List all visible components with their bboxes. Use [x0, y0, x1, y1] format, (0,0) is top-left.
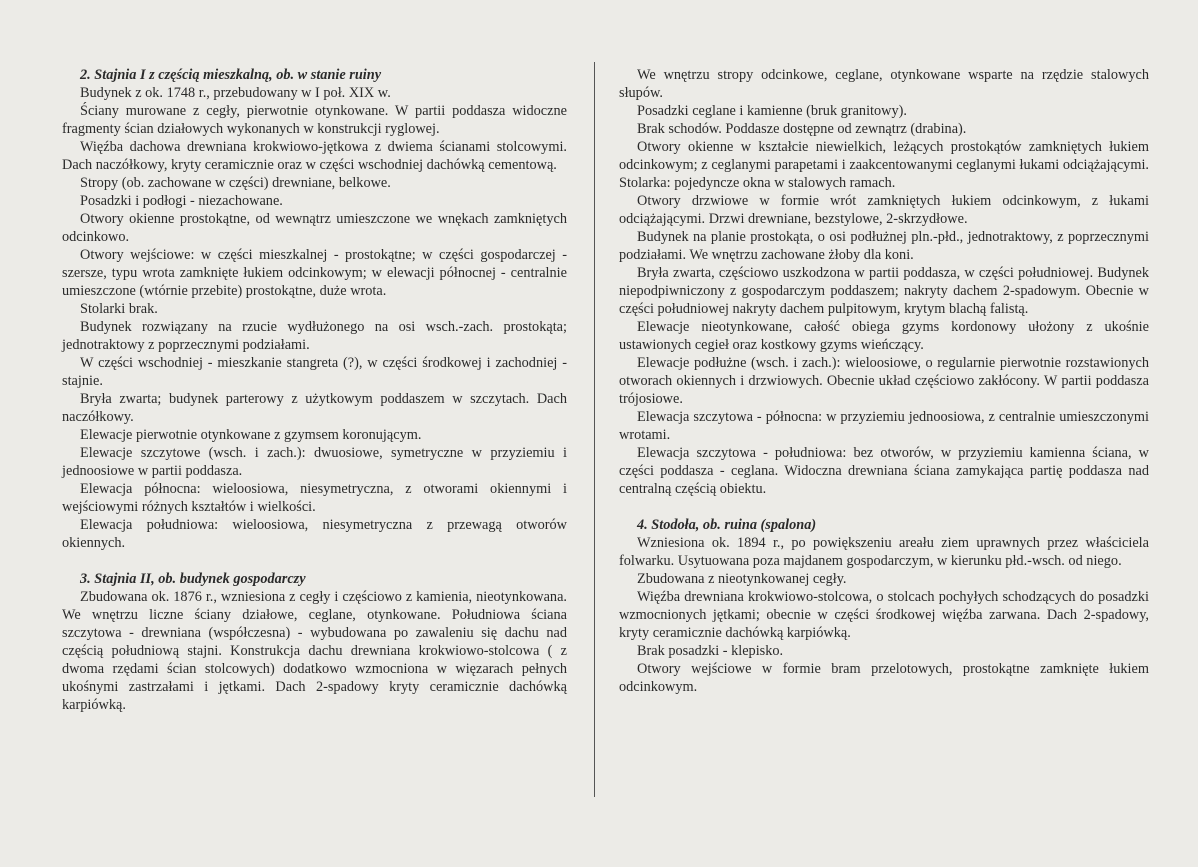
paragraph: Otwory wejściowe: w części mieszkalnej - prostokątne; w części gospodarczej - szersze, typu wrota zamknięte łukiem odcinkowym; w elewacji północnej - centralnie umieszczone (wtórnie przebite) prostokątne, duże wrota. — [62, 247, 567, 299]
paragraph: Więźba dachowa drewniana krokwiowo-jętkowa z dwiema ścianami stolcowymi. Dach naczółkowy, kryty ceramicznie oraz w części wschodniej dachówką cementową. — [62, 139, 567, 173]
paragraph: Zbudowana z nieotynkowanej cegły. — [637, 571, 847, 587]
paragraph: Bryła zwarta; budynek parterowy z użytkowym poddaszem w szczytach. Dach naczółkowy. — [62, 391, 567, 425]
paragraph: W części wschodniej - mieszkanie stangreta (?), w części środkowej i zachodniej - stajnie. — [62, 355, 567, 389]
paragraph: Ściany murowane z cegły, pierwotnie otynkowane. W partii poddasza widoczne fragmenty ścian działowych wykonanych w konstrukcji ryglowej. — [62, 103, 567, 137]
paragraph: Elewacja szczytowa - południowa: bez otworów, w przyziemiu kamienna ściana, w części poddasza - ceglana. Widoczna drewniana ściana zamykająca partię poddasza nad centralną częścią obiektu. — [619, 445, 1149, 497]
section-stodola — [619, 516, 1149, 696]
paragraph: Elewacje nieotynkowane, całość obiega gzyms kordonowy ułożony z ukośnie ustawionych cegieł oraz kostkowy gzyms wieńczący. — [619, 319, 1149, 353]
column-divider — [594, 62, 595, 797]
paragraph: Otwory okienne prostokątne, od wewnątrz umieszczone we wnękach zamkniętych odcinkowo. — [62, 211, 567, 245]
paragraph: Brak schodów. Poddasze dostępne od zewnątrz (drabina). — [637, 121, 967, 137]
paragraph: Elewacje pierwotnie otynkowane z gzymsem koronującym. — [80, 427, 422, 443]
section-stajnia-1 — [62, 66, 567, 552]
paragraph: Elewacje podłużne (wsch. i zach.): wieloosiowe, o regularnie pierwotnie rozstawionych otworach okiennych i drzwiowych. Obecnie układ częściowo zakłócony. W partii poddasza trójosiowe. — [619, 355, 1149, 407]
paragraph: We wnętrzu stropy odcinkowe, ceglane, otynkowane wsparte na rzędzie stalowych słupów. — [619, 67, 1149, 101]
paragraph: Posadzki i podłogi - niezachowane. — [80, 193, 283, 209]
paragraph: Stropy (ob. zachowane w części) drewniane, belkowe. — [80, 175, 391, 191]
paragraph: Otwory wejściowe w formie bram przelotowych, prostokątne zamknięte łukiem odcinkowym. — [619, 661, 1149, 695]
paragraph: Bryła zwarta, częściowo uszkodzona w partii poddasza, w części południowej. Budynek niepodpiwniczony z gospodarczym poddaszem; nakryty dachem 2-spadowym. Obecnie w części południowej nakryty dachem pulpitowym, krytym blachą falistą. — [619, 265, 1149, 317]
paragraph: Budynek z ok. 1748 r., przebudowany w I poł. XIX w. — [80, 85, 391, 101]
paragraph: Elewacja szczytowa - północna: w przyziemiu jednoosiowa, z centralnie umieszczonymi wrotami. — [619, 409, 1149, 443]
section-spacer — [62, 552, 567, 570]
section-heading: 2. Stajnia I z częścią mieszkalną, ob. w stanie ruiny — [80, 67, 382, 83]
paragraph: Elewacje szczytowe (wsch. i zach.): dwuosiowe, symetryczne w przyziemiu i jednoosiowe w partii poddasza. — [62, 445, 567, 479]
paragraph: Stolarki brak. — [80, 301, 158, 317]
paragraph: Elewacja północna: wieloosiowa, niesymetryczna, z otworami okiennymi i wejściowymi różnych kształtów i wielkości. — [62, 481, 567, 515]
right-column — [619, 66, 1149, 696]
paragraph: Więźba drewniana krokwiowo-stolcowa, o stolcach pochyłych schodzących do posadzki wzmocnionych jętkami; obecnie w części środkowej więźba zarwana. Dach 2-spadowy, kryty ceramicznie dachówką karpiówką. — [619, 589, 1149, 641]
paragraph: Elewacja południowa: wieloosiowa, niesymetryczna z przewagą otworów okiennych. — [62, 517, 567, 551]
section-spacer — [619, 498, 1149, 516]
section-heading: 3. Stajnia II, ob. budynek gospodarczy — [80, 571, 306, 587]
left-column — [62, 66, 567, 714]
section-stajnia-2 — [62, 570, 567, 714]
paragraph: Wzniesiona ok. 1894 r., po powiększeniu areału ziem uprawnych przez właściciela folwarku. Usytuowana poza majdanem gospodarczym, w kierunku płd.-wsch. od niego. — [619, 535, 1149, 569]
paragraph: Budynek na planie prostokąta, o osi podłużnej pln.-płd., jednotraktowy, z poprzecznymi podziałami. We wnętrzu zachowane żłoby dla koni. — [619, 229, 1149, 263]
paragraph: Posadzki ceglane i kamienne (bruk granitowy). — [637, 103, 907, 119]
paragraph: Otwory drzwiowe w formie wrót zamkniętych łukiem odcinkowym, z łukami odciążającymi. Drzwi drewniane, bezstylowe, 2-skrzydłowe. — [619, 193, 1149, 227]
paragraph: Otwory okienne w kształcie niewielkich, leżących prostokątów zamkniętych łukiem odcinkowym; z ceglanymi parapetami i zaakcentowanymi ceglanymi łukami odciążającymi. Stolarka: pojedyncze okna w stalowych ramach. — [619, 139, 1149, 191]
section-heading: 4. Stodoła, ob. ruina (spalona) — [637, 517, 817, 533]
section-stajnia-2-continued — [619, 66, 1149, 498]
paragraph: Budynek rozwiązany na rzucie wydłużonego na osi wsch.-zach. prostokąta; jednotraktowy z poprzecznymi podziałami. — [62, 319, 567, 353]
paragraph: Zbudowana ok. 1876 r., wzniesiona z cegły i częściowo z kamienia, nieotynkowana. We wnętrzu liczne ściany działowe, ceglane, otynkowane. Południowa ściana szczytowa - drewniana (współczesna) - wybudowana po zawaleniu się dachu nad częścią południową stajni. Konstrukcja dachu drewniana krokwiowo-stolcowa ( z dwoma rzędami ścian stolcowych) dodatkowo wzmocniona w więzarach pełnych ukośnymi zastrzałami i jętkami. Dach 2-spadowy kryty ceramicznie dachówką karpiówką. — [62, 589, 567, 713]
paragraph: Brak posadzki - klepisko. — [637, 643, 784, 659]
